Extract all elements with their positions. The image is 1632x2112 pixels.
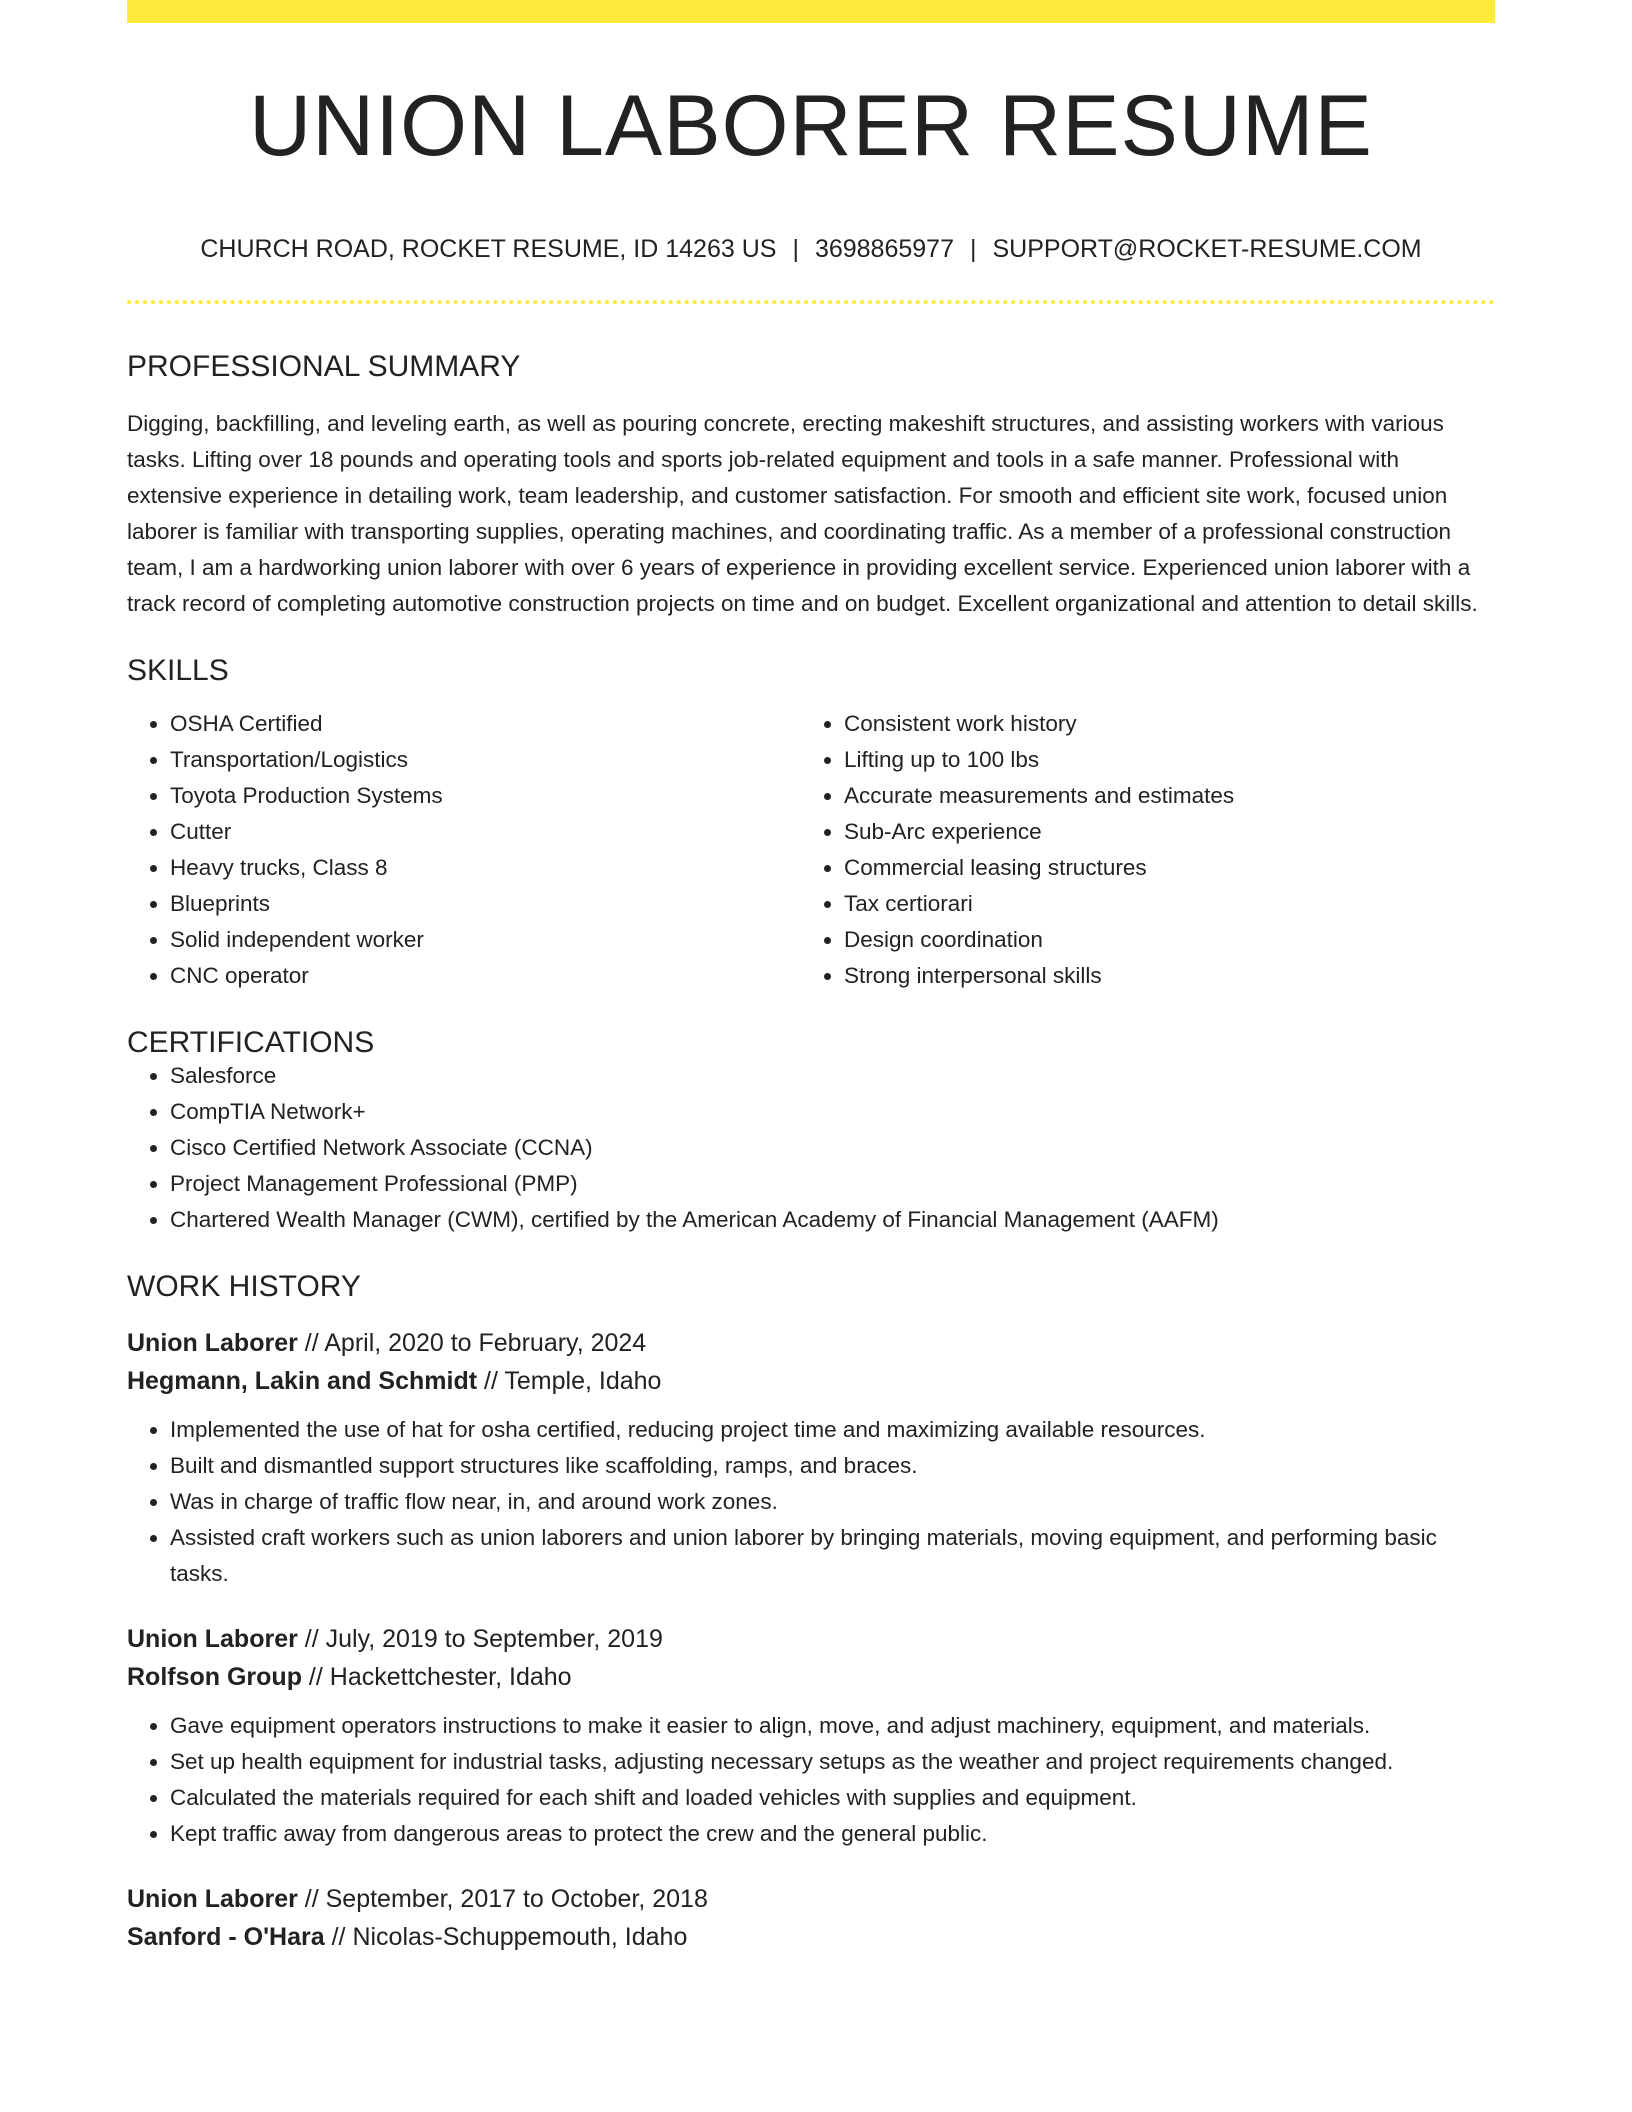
resume-title: UNION LABORER RESUME — [249, 78, 1373, 174]
job-company: Sanford - O'Hara — [127, 1923, 325, 1951]
job-duty: • Built and dismantled support structures like scaffolding, ramps, and braces. — [170, 1448, 1495, 1484]
job-dates: // April, 2020 to February, 2024 — [297, 1329, 647, 1357]
skill-item: • Sub-Arc experience — [844, 814, 1475, 850]
job-duties-list — [127, 1412, 1495, 1592]
job-location: // Nicolas-Schuppemouth, Idaho — [324, 1923, 688, 1951]
skills-heading: SKILLS — [127, 654, 229, 687]
job-entry — [127, 1620, 1495, 1852]
skill-item: • Transportation/Logistics — [170, 742, 801, 778]
job-duty: • Assisted craft workers such as union laborers and union laborer by bringing materials, moving equipment, and performing basic tasks. — [170, 1520, 1495, 1592]
contact-separator: | — [969, 235, 977, 263]
skill-item: • Accurate measurements and estimates — [844, 778, 1475, 814]
top-accent-bar — [127, 0, 1495, 23]
dotted-divider — [127, 300, 1495, 304]
job-dates: // July, 2019 to September, 2019 — [297, 1625, 663, 1653]
job-company-line — [127, 1362, 1495, 1400]
certification-item: • Chartered Wealth Manager (CWM), certified by the American Academy of Financial Management (AAFM) — [170, 1202, 1495, 1238]
skill-item: • Heavy trucks, Class 8 — [170, 850, 801, 886]
skills-list-right — [801, 706, 1475, 994]
skill-item: • Strong interpersonal skills — [844, 958, 1475, 994]
job-title: Union Laborer — [127, 1625, 298, 1653]
contact-phone: 3698865977 — [814, 235, 954, 263]
skills-columns — [127, 706, 1495, 994]
skill-item: • Design coordination — [844, 922, 1475, 958]
job-company: Rolfson Group — [127, 1663, 302, 1691]
certifications-heading: CERTIFICATIONS — [127, 1026, 375, 1059]
skill-item: • OSHA Certified — [170, 706, 801, 742]
job-company: Hegmann, Lakin and Schmidt — [127, 1367, 478, 1395]
job-title: Union Laborer — [127, 1329, 298, 1357]
resume-page — [127, 0, 1495, 1956]
job-duty: • Kept traffic away from dangerous areas to protect the crew and the general public. — [170, 1816, 1495, 1852]
skill-item: • Consistent work history — [844, 706, 1475, 742]
job-dates: // September, 2017 to October, 2018 — [297, 1885, 708, 1913]
contact-address: CHURCH ROAD, ROCKET RESUME, ID 14263 US — [200, 235, 777, 263]
job-duty: • Implemented the use of hat for osha certified, reducing project time and maximizing available resources. — [170, 1412, 1495, 1448]
job-location: // Temple, Idaho — [477, 1367, 662, 1395]
certification-item: • Salesforce — [170, 1058, 1495, 1094]
skill-item: • Solid independent worker — [170, 922, 801, 958]
job-duty: • Calculated the materials required for each shift and loaded vehicles with supplies and equipment. — [170, 1780, 1495, 1816]
summary-text: Digging, backfilling, and leveling earth, as well as pouring concrete, erecting makeshift structures, and assisting workers with various tasks. Lifting over 18 pounds and operating tools and sports job-related equipment and tools in a safe manner. Professional with extensive experience in detailing work, team leadership, and customer satisfaction. For smooth and efficient site work, focused union laborer is familiar with transporting supplies, operating machines, and coordinating traffic. As a member of a professional construction team, I am a hardworking union laborer with over 6 years of experience in providing excellent service. Experienced union laborer with a track record of completing automotive construction projects on time and on budget. Excellent organizational and attention to detail skills. — [127, 411, 1478, 616]
job-entry — [127, 1324, 1495, 1592]
skill-item: • Commercial leasing structures — [844, 850, 1475, 886]
job-duty: • Gave equipment operators instructions to make it easier to align, move, and adjust machinery, equipment, and materials. — [170, 1708, 1495, 1744]
job-company-line — [127, 1918, 1495, 1956]
summary-heading: PROFESSIONAL SUMMARY — [127, 350, 521, 383]
contact-separator: | — [792, 235, 799, 263]
skill-item: • Blueprints — [170, 886, 801, 922]
job-title-line — [127, 1880, 1495, 1918]
skill-item: • Cutter — [170, 814, 801, 850]
job-entry — [127, 1880, 1495, 1956]
certifications-list — [127, 1058, 1495, 1238]
contact-line — [127, 237, 1495, 262]
job-company-line — [127, 1658, 1495, 1696]
skill-item: • Toyota Production Systems — [170, 778, 801, 814]
certification-item: • Cisco Certified Network Associate (CCNA) — [170, 1130, 1495, 1166]
certification-item: • Project Management Professional (PMP) — [170, 1166, 1495, 1202]
certification-item: • CompTIA Network+ — [170, 1094, 1495, 1130]
skills-list-left — [127, 706, 801, 994]
job-title-line — [127, 1324, 1495, 1362]
job-duty: • Was in charge of traffic flow near, in, and around work zones. — [170, 1484, 1495, 1520]
skill-item: • CNC operator — [170, 958, 801, 994]
skill-item: • Lifting up to 100 lbs — [844, 742, 1475, 778]
work-history-heading: WORK HISTORY — [127, 1270, 361, 1303]
job-location: // Hackettchester, Idaho — [301, 1663, 572, 1691]
job-title: Union Laborer — [127, 1885, 298, 1913]
job-title-line — [127, 1620, 1495, 1658]
job-duty: • Set up health equipment for industrial tasks, adjusting necessary setups as the weather and project requirements changed. — [170, 1744, 1495, 1780]
contact-email: SUPPORT@ROCKET-RESUME.COM — [992, 235, 1422, 263]
skill-item: • Tax certiorari — [844, 886, 1475, 922]
job-duties-list — [127, 1708, 1495, 1852]
